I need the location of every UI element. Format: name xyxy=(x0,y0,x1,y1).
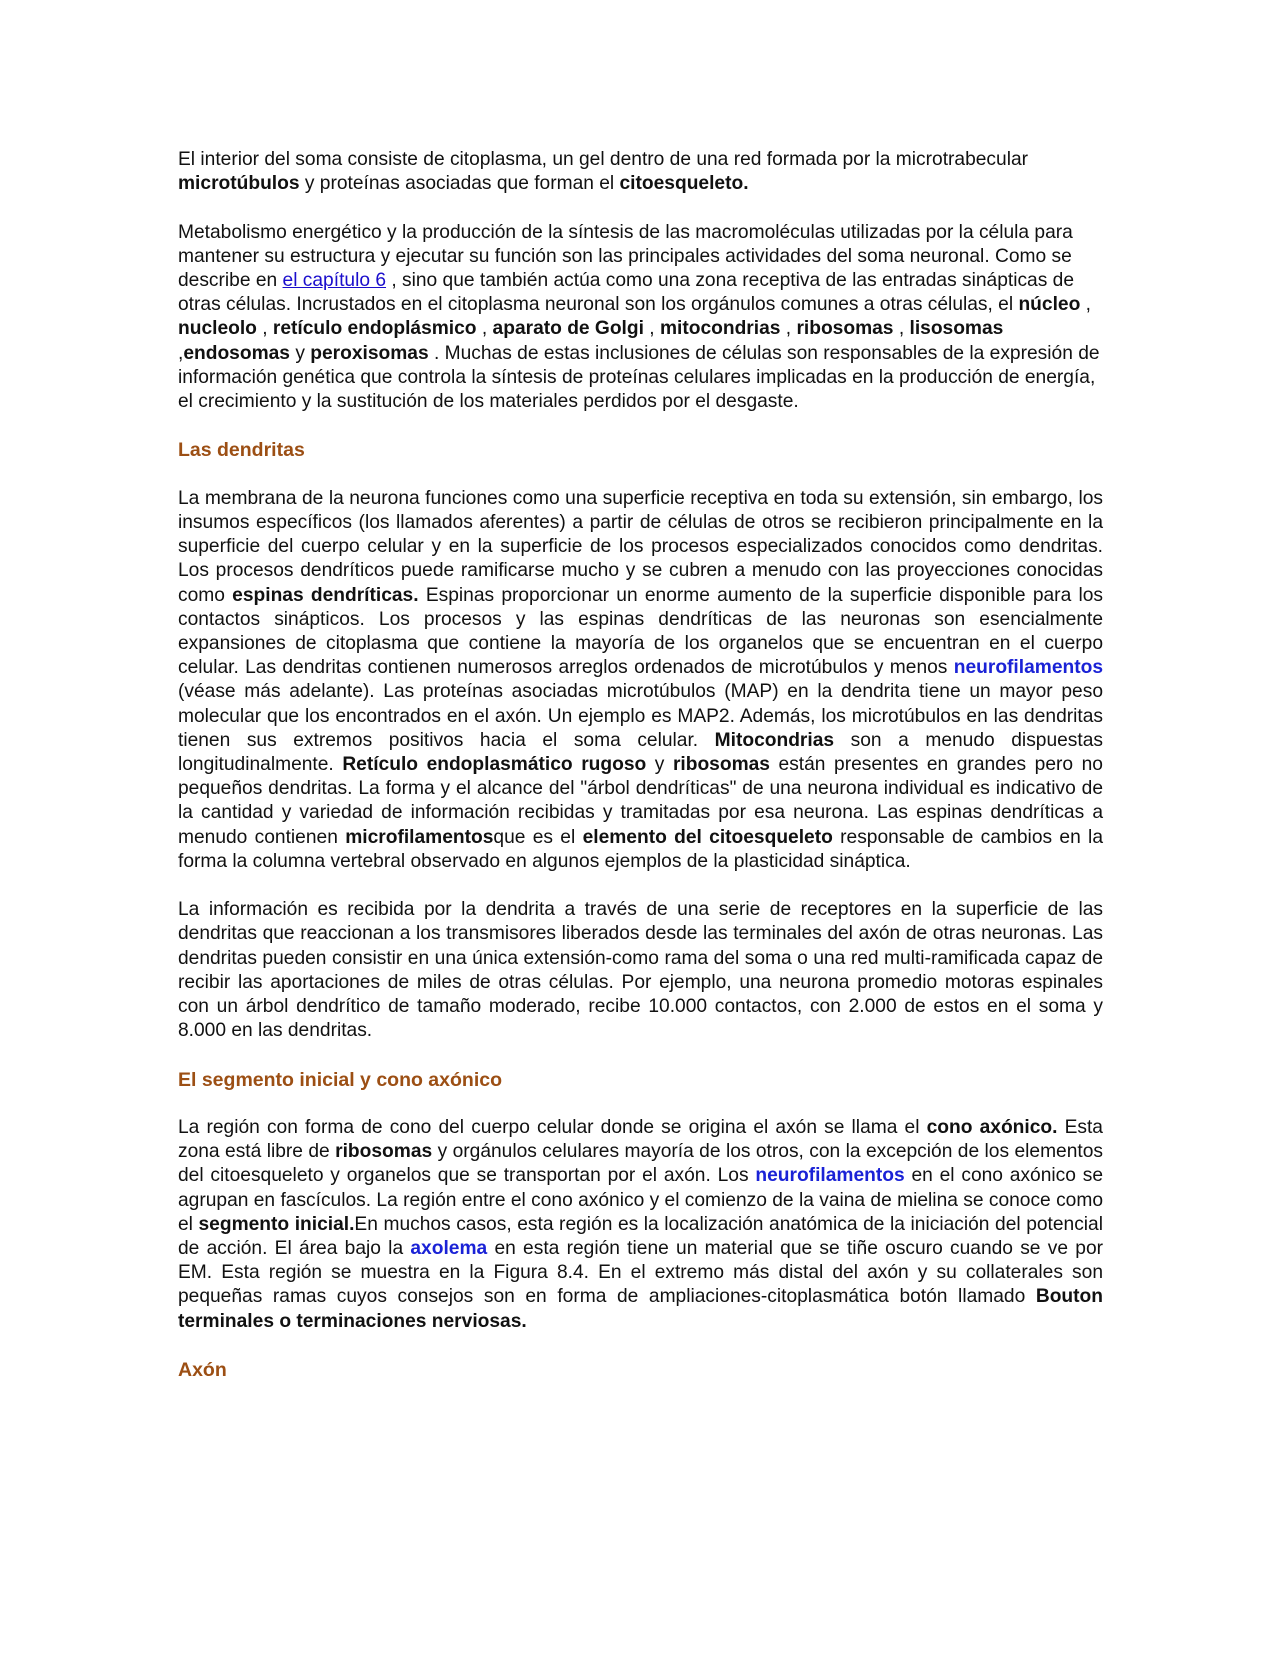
term-ribosomas: ribosomas xyxy=(672,754,770,776)
term-elemento-citoesqueleto: elemento del citoesqueleto xyxy=(582,826,833,848)
term-mitocondrias: Mitocondrias xyxy=(714,729,835,751)
text: La información es recibida por la dendrita a través de una serie de receptores en la superficie de las dendritas que reaccionan a los transmisores liberados desde las terminales del axón de otras neuronas. Las dendritas pueden consistir en una única extensión-como rama del soma o una red multi-ramificada capaz de recibir las aportaciones de miles de otras células. Por ejemplo, una neurona promedio motoras espinales con un árbol dendrítico de tamaño moderado, recibe 10.000 contactos, con 2.000 de estos en el soma y 8.000 en las dendritas. xyxy=(178,899,1103,1042)
text: La región con forma de cono del cuerpo celular donde se origina el axón se llama el xyxy=(178,1117,927,1139)
term-espinas-dendriticas: espinas dendríticas. xyxy=(232,584,419,606)
paragraph-metabolismo xyxy=(178,221,1103,415)
heading-segmento-inicial: El segmento inicial y cono axónico xyxy=(178,1068,502,1091)
term-microfilamentos: microfilamentos xyxy=(345,826,494,848)
neurofilamentos-link[interactable]: neurofilamentos xyxy=(755,1165,905,1187)
term-reticulo-rugoso: Retículo endoplasmático rugoso xyxy=(342,754,647,776)
term-peroxisomas: peroxisomas xyxy=(310,342,429,364)
term-citoesqueleto: citoesqueleto. xyxy=(619,173,749,195)
term-ribosomas: ribosomas xyxy=(796,318,894,340)
document-body xyxy=(178,148,1103,1382)
term-endosomas: endosomas xyxy=(183,342,290,364)
term-segmento-inicial: segmento inicial. xyxy=(198,1213,355,1235)
paragraph-soma-interior xyxy=(178,148,1103,196)
text: son a menudo dispuestas longitudinalmente. xyxy=(178,729,1103,776)
term-lisosomas: lisosomas xyxy=(909,318,1004,340)
text: , xyxy=(643,318,660,340)
term-ribosomas: ribosomas xyxy=(335,1141,433,1163)
term-nucleo: núcleo xyxy=(1018,294,1081,316)
paragraph-cono-axonico xyxy=(178,1116,1103,1334)
text: , xyxy=(256,318,273,340)
text: , xyxy=(893,318,910,340)
text: responsable de cambios en la forma la columna vertebral observado en algunos ejemplos de la plasticidad sináptica. xyxy=(178,826,1103,872)
axolema-link[interactable]: axolema xyxy=(410,1238,488,1260)
paragraph-informacion xyxy=(178,898,1103,1043)
text: , xyxy=(780,318,797,340)
text: y orgánulos celulares mayoría de los otros, con la excepción de los elementos del citoesqueleto y organelos que se transportan por el axón. Los xyxy=(178,1141,1103,1187)
term-microtubulos: microtúbulos xyxy=(178,173,300,195)
text: y xyxy=(289,342,311,364)
text: (véase más adelante). Las proteínas asociadas microtúbulos (MAP) en la dendrita tiene un mayor peso molecular que los encontrados en el axón. Un ejemplo es MAP2. Además, los microtúbulos en las dendritas tienen sus extremos positivos hacia el soma celular. xyxy=(178,681,1103,751)
text: Esta zona está libre de xyxy=(178,1117,1103,1163)
text: Metabolismo energético y la producción de la síntesis de las macromoléculas utilizadas por la célula para mantener su estructura y ejecutar su función son las principales actividades del soma neuronal. Como se describe en xyxy=(178,221,1073,291)
chapter-6-link[interactable]: el capítulo 6 xyxy=(282,270,387,291)
text: El interior del soma consiste de citoplasma, un gel dentro de una red formada por la microtrabecular xyxy=(178,149,1029,170)
term-aparato-golgi: aparato de Golgi xyxy=(492,318,644,340)
neurofilamentos-link[interactable]: neurofilamentos xyxy=(953,657,1103,679)
term-reticulo-endoplasmico: retículo endoplásmico xyxy=(272,318,477,340)
text: y proteínas asociadas que forman el xyxy=(299,173,620,195)
text: que es el xyxy=(493,826,583,848)
text: , xyxy=(1080,294,1091,316)
text: , xyxy=(178,342,184,364)
text: en esta región tiene un material que se tiñe oscuro cuando se ve por EM. Esta región se muestra en la Figura 8.4. En el extremo más distal del axón y su collaterales son pequeñas ramas cuyos consejos son en forma de ampliaciones-citoplasmática botón llamado xyxy=(178,1238,1104,1308)
text: y xyxy=(646,754,673,776)
term-bouton-terminales: Bouton terminales o terminaciones nerviosas. xyxy=(178,1286,1103,1332)
heading-dendritas: Las dendritas xyxy=(178,439,305,462)
text: Espinas proporcionar un enorme aumento de la superficie disponible para los contactos sinápticos. Los procesos y las espinas dendríticas de las neuronas son esencialmente expansiones de citoplasma que contiene la mayoría de los organelos que se encuentran en el cuerpo celular. Las dendritas contienen numerosos arreglos ordenados de microtúbulos y menos xyxy=(178,584,1104,679)
heading-axon: Axón xyxy=(178,1359,227,1382)
text: La membrana de la neurona funciones como una superficie receptiva en toda su extensión, sin embargo, los insumos específicos (los llamados aferentes) a partir de células de otros se recibieron principalmente en la superficie del cuerpo celular y en la superficie de los procesos especializados conocidos como dendritas. Los procesos dendríticos puede ramificarse mucho y se cubren a menudo con las proyecciones conocidas como xyxy=(178,487,1103,606)
text: En muchos casos, esta región es la localización anatómica de la iniciación del potencial de acción. El área bajo la xyxy=(178,1213,1103,1260)
term-cono-axonico: cono axónico. xyxy=(926,1117,1058,1139)
text: , xyxy=(476,318,493,340)
paragraph-dendritas xyxy=(178,487,1103,874)
text: en el cono axónico se agrupan en fascículos. La región entre el cono axónico y el comienzo de la vaina de mielina se conoce como el xyxy=(178,1165,1103,1235)
text: están presentes en grandes pero no pequeños dendritas. La forma y el alcance del "árbol dendríticas" de una neurona individual es indicativo de la cantidad y variedad de información recibidas y tramitadas por esa neurona. Las espinas dendríticas a menudo contienen xyxy=(178,754,1103,848)
term-nucleolo: nucleolo xyxy=(178,318,257,340)
text: , sino que también actúa como una zona receptiva de las entradas sinápticas de otras células. Incrustados en el citoplasma neuronal son los orgánulos comunes a otras células, el xyxy=(178,270,1074,316)
text: . Muchas de estas inclusiones de células son responsables de la expresión de información genética que controla la síntesis de proteínas celulares implicadas en la producción de energía, el crecimiento y la sustitución de los materiales perdidos por el desgaste. xyxy=(178,342,1100,413)
term-mitocondrias: mitocondrias xyxy=(659,318,781,340)
